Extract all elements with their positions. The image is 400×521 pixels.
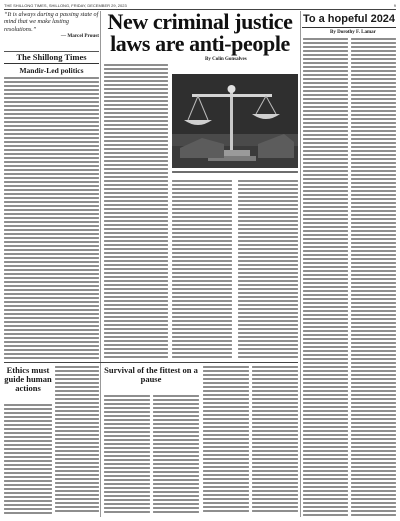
survival-headline: Survival of the fittest on a pause bbox=[104, 365, 198, 385]
survival-body-col2 bbox=[153, 395, 199, 516]
column-rule bbox=[300, 11, 301, 517]
quote-text: “It is always during a passing state of mind that we make lasting resolutions.” bbox=[4, 11, 99, 33]
section-divider bbox=[4, 362, 298, 363]
quote-box bbox=[4, 11, 99, 52]
header-dateline: THE SHILLONG TIMES, SHILLONG, FRIDAY, DECEMBER 29, 2023 bbox=[4, 3, 127, 8]
survival-body-col3 bbox=[203, 366, 249, 516]
ethics-body-col1 bbox=[4, 404, 52, 516]
lead-body-col2 bbox=[172, 180, 232, 360]
column-rule bbox=[100, 11, 101, 517]
ethics-headline: Ethics must guide human actions bbox=[4, 365, 52, 394]
lead-headline: New criminal justice laws are anti-people bbox=[107, 9, 293, 56]
side-body-col2 bbox=[351, 38, 396, 516]
lead-body-col1 bbox=[104, 64, 168, 360]
masthead: The Shillong Times bbox=[4, 52, 99, 64]
ethics-body-col2 bbox=[55, 366, 99, 516]
editorial-body bbox=[4, 77, 99, 361]
side-body-col1 bbox=[303, 38, 348, 516]
survival-body-col1 bbox=[104, 395, 150, 516]
lead-photo bbox=[172, 74, 298, 168]
justice-scales-illustration bbox=[172, 74, 298, 168]
lead-body-col3 bbox=[238, 180, 298, 360]
quote-author: — Marcel Proust bbox=[60, 33, 99, 40]
lead-photo-caption bbox=[172, 171, 298, 178]
header-page-number: 9 bbox=[393, 3, 396, 8]
side-byline: By Dorothy F. Lamar bbox=[330, 30, 376, 35]
side-headline: To a hopeful 2024 bbox=[302, 13, 396, 28]
lead-byline: By Colin Gonsalves bbox=[205, 57, 247, 62]
editorial-headline: Mandir-Led politics bbox=[19, 66, 84, 75]
survival-body-col4 bbox=[252, 366, 298, 516]
